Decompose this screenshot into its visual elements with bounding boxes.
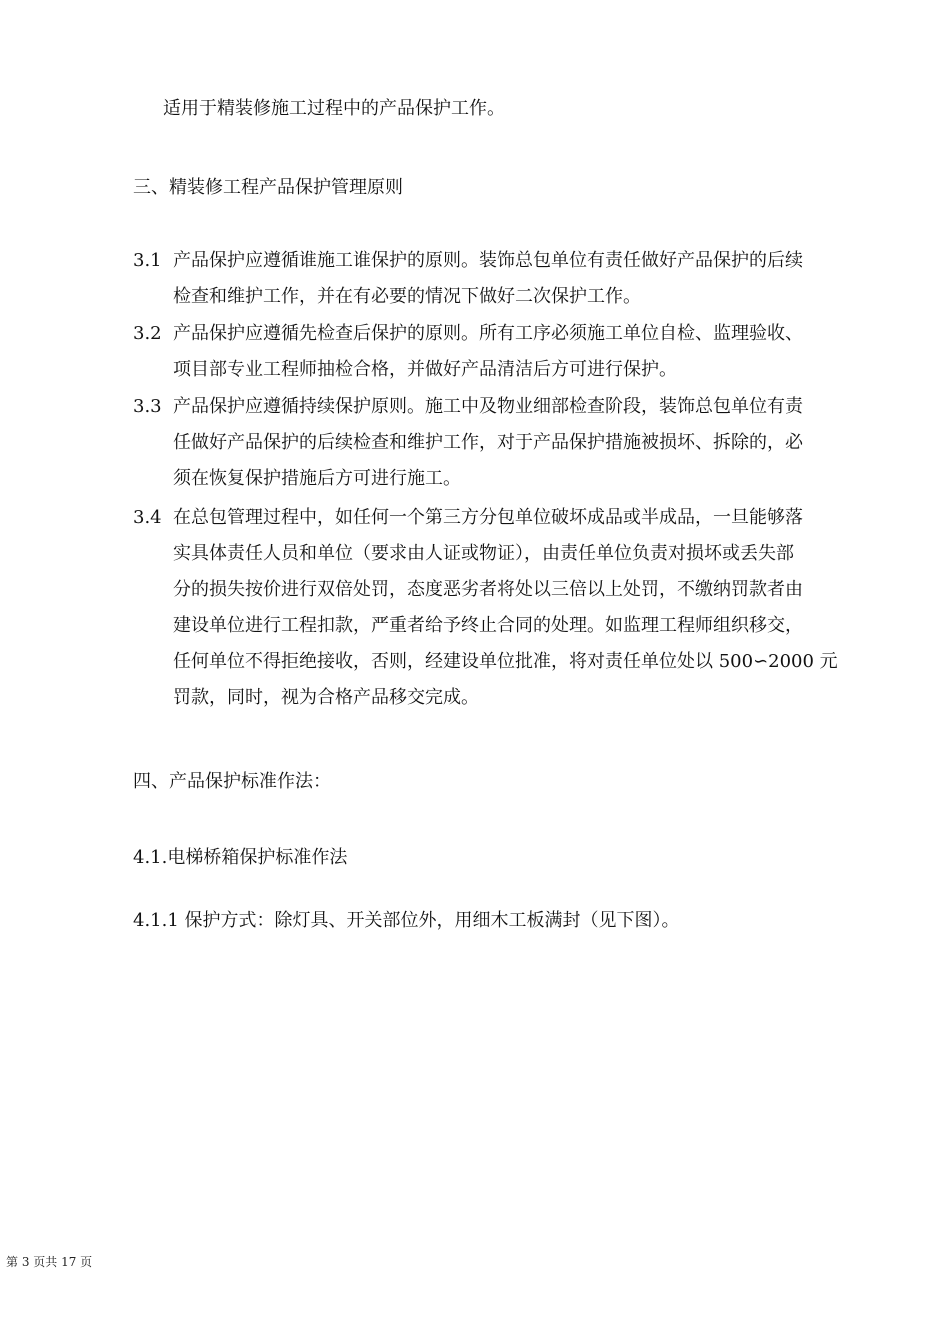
item-line: 任做好产品保护的后续检查和维护工作，对于产品保护措施被损坏、拆除的，必 [173,432,803,453]
item-line: 产品保护应遵循先检查后保护的原则。所有工序必须施工单位自检、监理验收、 [173,323,803,344]
item-line: 检查和维护工作，并在有必要的情况下做好二次保护工作。 [173,286,641,307]
item-body [173,500,863,716]
item-line: 在总包管理过程中，如任何一个第三方分包单位破坏成品或半成品，一旦能够落 [173,507,803,528]
section-4-title: 四、产品保护标准作法： [133,771,331,792]
item-line: 建设单位进行工程扣款，严重者给予终止合同的处理。如监理工程师组织移交， [173,615,803,636]
page-number-footer: 第 3 页共 17 页 [6,1255,93,1269]
item-line: 须在恢复保护措施后方可进行施工。 [173,468,461,489]
intro-paragraph: 适用于精装修施工过程中的产品保护工作。 [163,98,505,119]
section-4-1-title: 4.1.电梯桥箱保护标准作法 [133,847,348,868]
item-line: 项目部专业工程师抽检合格，并做好产品清洁后方可进行保护。 [173,359,677,380]
item-number: 3.1 [133,250,162,271]
item-line: 实具体责任人员和单位（要求由人证或物证），由责任单位负责对损坏或丢失部 [173,543,794,564]
section-3-title: 三、精装修工程产品保护管理原则 [133,177,403,198]
item-line: 产品保护应遵循持续保护原则。施工中及物业细部检查阶段，装饰总包单位有责 [173,396,803,417]
item-number: 3.3 [133,396,162,417]
item-body [173,316,863,388]
item-number: 3.4 [133,507,162,528]
item-line: 分的损失按价进行双倍处罚，态度恶劣者将处以三倍以上处罚，不缴纳罚款者由 [173,579,803,600]
item-line: 产品保护应遵循谁施工谁保护的原则。装饰总包单位有责任做好产品保护的后续 [173,250,803,271]
item-number: 3.2 [133,323,162,344]
item-line: 任何单位不得拒绝接收，否则，经建设单位批准，将对责任单位处以 500∽2000 元 [173,651,838,672]
item-body [173,389,863,497]
item-line: 罚款，同时，视为合格产品移交完成。 [173,687,479,708]
item-body [173,243,863,315]
section-4-1-1-paragraph: 4.1.1 保护方式：除灯具、开关部位外，用细木工板满封（见下图）。 [133,910,680,931]
